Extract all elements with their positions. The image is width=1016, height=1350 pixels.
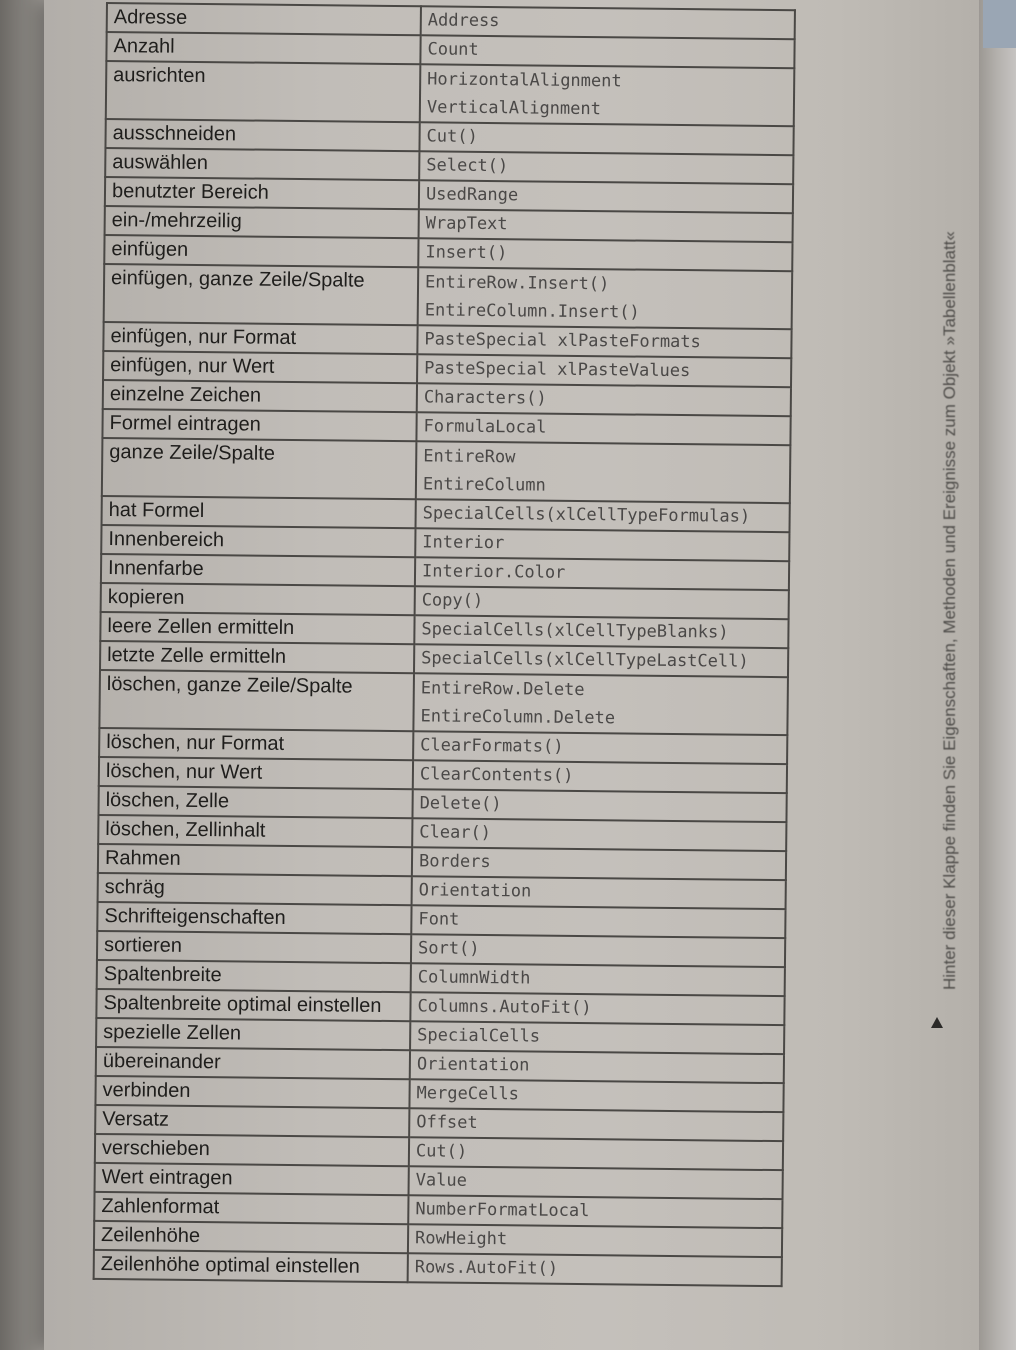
vba-term: Address xyxy=(421,6,795,39)
german-term: ein-/mehrzeilig xyxy=(105,206,419,238)
german-term: ausschneiden xyxy=(105,119,419,151)
vba-term: Interior xyxy=(415,528,789,561)
german-term: schräg xyxy=(98,873,412,905)
vba-term: EntireRow.Insert() EntireColumn.Insert() xyxy=(418,267,793,329)
vba-term: ClearFormats() xyxy=(413,731,787,764)
vba-term: SpecialCells xyxy=(410,1021,784,1054)
vba-term: SpecialCells(xlCellTypeLastCell) xyxy=(414,644,788,677)
german-term: löschen, ganze Zeile/Spalte xyxy=(99,670,414,731)
german-term: verbinden xyxy=(95,1076,409,1108)
table-row xyxy=(99,670,788,735)
table-row xyxy=(94,1250,782,1286)
vba-term: Characters() xyxy=(417,383,791,416)
side-note: Hinter dieser Klappe finden Sie Eigenschaften, Methoden und Ereignisse zum Objekt »Tabellenblatt« xyxy=(940,231,959,990)
german-term: sortieren xyxy=(97,931,411,963)
german-term: Innenfarbe xyxy=(101,554,415,586)
german-term: einfügen xyxy=(104,235,418,267)
vba-term: ColumnWidth xyxy=(411,963,785,996)
german-term: ausrichten xyxy=(106,61,421,122)
german-term: Adresse xyxy=(107,3,421,35)
arrow-up-icon xyxy=(931,1017,943,1028)
vba-term: Borders xyxy=(412,847,786,880)
vba-term: HorizontalAlignment VerticalAlignment xyxy=(420,64,795,126)
table-row xyxy=(106,61,795,126)
german-term: spezielle Zellen xyxy=(96,1018,410,1050)
opposite-page-edge xyxy=(979,0,1016,1350)
vba-term: Delete() xyxy=(412,789,786,822)
german-term: Spaltenbreite xyxy=(97,960,411,992)
vba-term: Columns.AutoFit() xyxy=(410,992,784,1025)
german-term: löschen, Zelle xyxy=(98,786,412,818)
vba-term: Orientation xyxy=(410,1050,784,1083)
vba-term: Font xyxy=(411,905,785,938)
german-term: Rahmen xyxy=(98,844,412,876)
vba-term: NumberFormatLocal xyxy=(408,1195,782,1228)
german-term: leere Zellen ermitteln xyxy=(100,612,414,644)
german-term: löschen, Zellinhalt xyxy=(98,815,412,847)
german-term: übereinander xyxy=(96,1047,410,1079)
german-term: einfügen, nur Wert xyxy=(103,351,417,383)
vba-term: Select() xyxy=(419,151,793,184)
german-term: hat Formel xyxy=(102,496,416,528)
vba-term: Copy() xyxy=(415,586,789,619)
vba-term: SpecialCells(xlCellTypeBlanks) xyxy=(414,615,788,648)
vba-term: Value xyxy=(409,1166,783,1199)
german-term: benutzter Bereich xyxy=(105,177,419,209)
german-term: Versatz xyxy=(95,1105,409,1137)
german-term: löschen, nur Format xyxy=(99,728,413,760)
vba-term: Clear() xyxy=(412,818,786,851)
vba-term: Orientation xyxy=(412,876,786,909)
vba-term: PasteSpecial xlPasteValues xyxy=(417,354,791,387)
vba-term: MergeCells xyxy=(409,1079,783,1112)
vba-term: Insert() xyxy=(418,238,792,271)
vba-term: Rows.AutoFit() xyxy=(408,1253,782,1286)
german-term: kopieren xyxy=(101,583,415,615)
german-term: einfügen, ganze Zeile/Spalte xyxy=(104,264,419,325)
vba-term: SpecialCells(xlCellTypeFormulas) xyxy=(416,499,790,532)
german-term: letzte Zelle ermitteln xyxy=(100,641,414,673)
translation-table xyxy=(93,2,796,1287)
german-term: löschen, nur Wert xyxy=(99,757,413,789)
vba-term: Offset xyxy=(409,1108,783,1141)
vba-term: ClearContents() xyxy=(413,760,787,793)
german-term: Innenbereich xyxy=(101,525,415,557)
vba-term: Cut() xyxy=(409,1137,783,1170)
german-term: ganze Zeile/Spalte xyxy=(102,438,417,499)
vba-term: RowHeight xyxy=(408,1224,782,1257)
vba-term: Count xyxy=(420,35,794,68)
german-term: Wert eintragen xyxy=(95,1163,409,1195)
german-term: einzelne Zeichen xyxy=(103,380,417,412)
vba-term: EntireRow EntireColumn xyxy=(416,441,791,503)
german-term: Zeilenhöhe optimal einstellen xyxy=(94,1250,408,1282)
translation-table-body xyxy=(94,3,795,1286)
german-term: Formel eintragen xyxy=(102,409,416,441)
german-term: Zahlenformat xyxy=(94,1192,408,1224)
vba-term: FormulaLocal xyxy=(416,412,790,445)
german-term: Zeilenhöhe xyxy=(94,1221,408,1253)
vba-term: Cut() xyxy=(419,122,793,155)
table-row xyxy=(102,438,791,503)
vba-term: WrapText xyxy=(419,209,793,242)
vba-term: EntireRow.Delete EntireColumn.Delete xyxy=(413,673,788,735)
vba-term: UsedRange xyxy=(419,180,793,213)
vba-term: Sort() xyxy=(411,934,785,967)
german-term: Spaltenbreite optimal einstellen xyxy=(96,989,410,1021)
german-term: Anzahl xyxy=(106,32,420,64)
vba-term: PasteSpecial xlPasteFormats xyxy=(417,325,791,358)
german-term: Schrifteigenschaften xyxy=(97,902,411,934)
german-term: einfügen, nur Format xyxy=(103,322,417,354)
vba-term: Interior.Color xyxy=(415,557,789,590)
german-term: auswählen xyxy=(105,148,419,180)
table-row xyxy=(104,264,793,329)
blue-cover-corner xyxy=(983,0,1016,48)
german-term: verschieben xyxy=(95,1134,409,1166)
